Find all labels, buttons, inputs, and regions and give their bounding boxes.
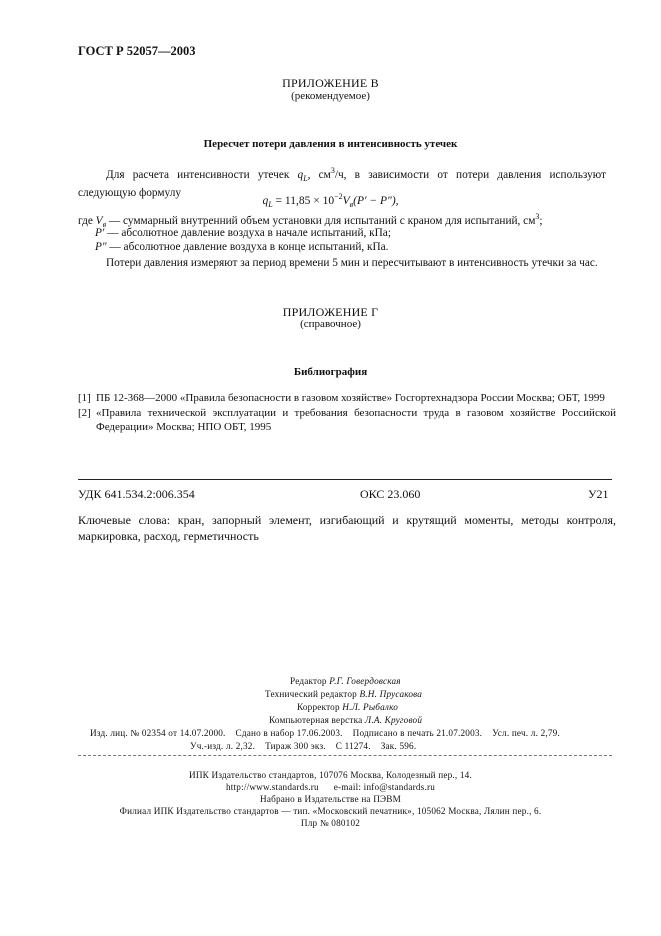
definition-where: где bbox=[78, 214, 93, 227]
definition-v-symbol: V bbox=[95, 214, 103, 227]
publisher-line-2: http://www.standards.ru e-mail: info@standards.ru bbox=[225, 782, 435, 792]
formula-v-sub: в bbox=[349, 200, 354, 210]
definition-p1-symbol: P′ bbox=[95, 227, 105, 239]
intro-sup: 3 bbox=[330, 166, 335, 175]
editor-name: Р.Г. Говердовская bbox=[329, 676, 401, 686]
imprint-line-2: Уч.-изд. л. 2,32. Тираж 300 экз. С 11274. Зак. 596. bbox=[190, 741, 417, 751]
appendix-v-status: (рекомендуемое) bbox=[291, 90, 370, 102]
bibliography-item bbox=[78, 391, 616, 405]
keywords: Ключевые слова: кран, запорный элемент, изгибающий и крутящий моменты, методы контроля, маркировка, расход, герметичность bbox=[78, 513, 616, 543]
bibliography-number: [1] bbox=[78, 392, 91, 404]
intro-text-2: , см bbox=[307, 168, 331, 181]
layout-line bbox=[269, 713, 422, 727]
definition-p1-text: — абсолютное давление воздуха в начале испытаний, кПа; bbox=[104, 227, 391, 239]
appendix-v-section-title: Пересчет потери давления в интенсивность утечек bbox=[203, 138, 458, 150]
udk-code: УДК 641.534.2:006.354 bbox=[78, 487, 195, 501]
bibliography-title: Библиография bbox=[293, 366, 368, 378]
definition-v-end: ; bbox=[539, 214, 543, 227]
appendix-v-closing: Потери давления измеряют за период времени 5 мин и пересчитывают в интенсивность утечки за час. bbox=[106, 257, 598, 269]
formula-eq: = 11,85 × 10 bbox=[272, 194, 335, 207]
tech-editor-line bbox=[265, 687, 422, 701]
appendix-v-title: ПРИЛОЖЕНИЕ В bbox=[282, 76, 379, 90]
formula-lhs-sub: L bbox=[268, 200, 273, 210]
formula-rest: (P′ − P″), bbox=[353, 194, 399, 207]
tech-editor-name: В.Н. Прусакова bbox=[359, 689, 423, 699]
publisher-line-3: Набрано в Издательстве на ПЭВМ bbox=[259, 794, 402, 804]
definition-v-sub: в bbox=[102, 220, 107, 230]
publisher-line-4: Филиал ИПК Издательство стандартов — тип. «Московский печатник», 105062 Москва, Лялин пер., 6. bbox=[119, 806, 542, 816]
appendix-g-title: ПРИЛОЖЕНИЕ Г bbox=[282, 305, 379, 319]
definition-p2 bbox=[95, 241, 389, 253]
classification-code: У21 bbox=[588, 487, 609, 501]
corrector-line bbox=[297, 700, 398, 714]
editor-label: Редактор bbox=[290, 676, 327, 686]
bibliography-list bbox=[78, 391, 616, 434]
intro-text-1: Для расчета интенсивности утечек bbox=[106, 168, 290, 181]
intro-text-3: /ч, в зависимости от потери давления используют следующую формулу bbox=[78, 168, 606, 200]
imprint-divider bbox=[78, 755, 612, 756]
layout-name: Л.А. Круговой bbox=[364, 715, 423, 725]
definition-p1 bbox=[95, 227, 391, 239]
layout-label: Компьютерная верстка bbox=[269, 715, 363, 725]
corrector-label: Корректор bbox=[297, 702, 340, 712]
definition-v-sup: 3 bbox=[535, 212, 540, 221]
bibliography-item bbox=[78, 406, 616, 434]
bibliography-text: ПБ 12-368—2000 «Правила безопасности в газовом хозяйстве» Госгортехнадзора России Москва; ОБТ, 1999 bbox=[96, 392, 605, 404]
formula-lhs: q bbox=[262, 194, 269, 207]
classification-rule bbox=[78, 479, 612, 480]
formula-exp: −2 bbox=[334, 192, 343, 201]
corrector-name: Н.Л. Рыбалко bbox=[342, 702, 399, 712]
oks-code: ОКС 23.060 bbox=[360, 487, 421, 501]
imprint-line-1: Изд. лиц. № 02354 от 14.07.2000. Сдано в набор 17.06.2003. Подписано в печать 21.07.2003. Усл. печ. л. 2,79. bbox=[90, 728, 560, 738]
definition-p2-text: — абсолютное давление воздуха в конце испытаний, кПа. bbox=[106, 241, 389, 253]
intro-symbol-sub: L bbox=[303, 174, 308, 184]
publisher-line-1: ИПК Издательство стандартов, 107076 Москва, Колодезный пер., 14. bbox=[189, 770, 472, 780]
formula-v: V bbox=[342, 194, 350, 207]
tech-editor-label: Технический редактор bbox=[265, 689, 357, 699]
intro-symbol: q bbox=[297, 168, 304, 181]
bibliography-number: [2] bbox=[78, 407, 91, 419]
editor-line bbox=[290, 674, 401, 688]
publisher-line-5: Плр № 080102 bbox=[300, 818, 361, 828]
definition-p2-symbol: P″ bbox=[95, 241, 107, 253]
document-code: ГОСТ Р 52057—2003 bbox=[78, 44, 196, 58]
appendix-g-status: (справочное) bbox=[300, 318, 361, 330]
leak-formula bbox=[0, 192, 661, 209]
bibliography-text: «Правила технической эксплуатации и требования безопасности труда в газовом хозяйстве Российской Федерации» Москва; НПО ОБТ, 1995 bbox=[96, 407, 616, 433]
definition-v-text: — суммарный внутренний объем установки для испытаний с краном для испытаний, см bbox=[106, 214, 536, 227]
